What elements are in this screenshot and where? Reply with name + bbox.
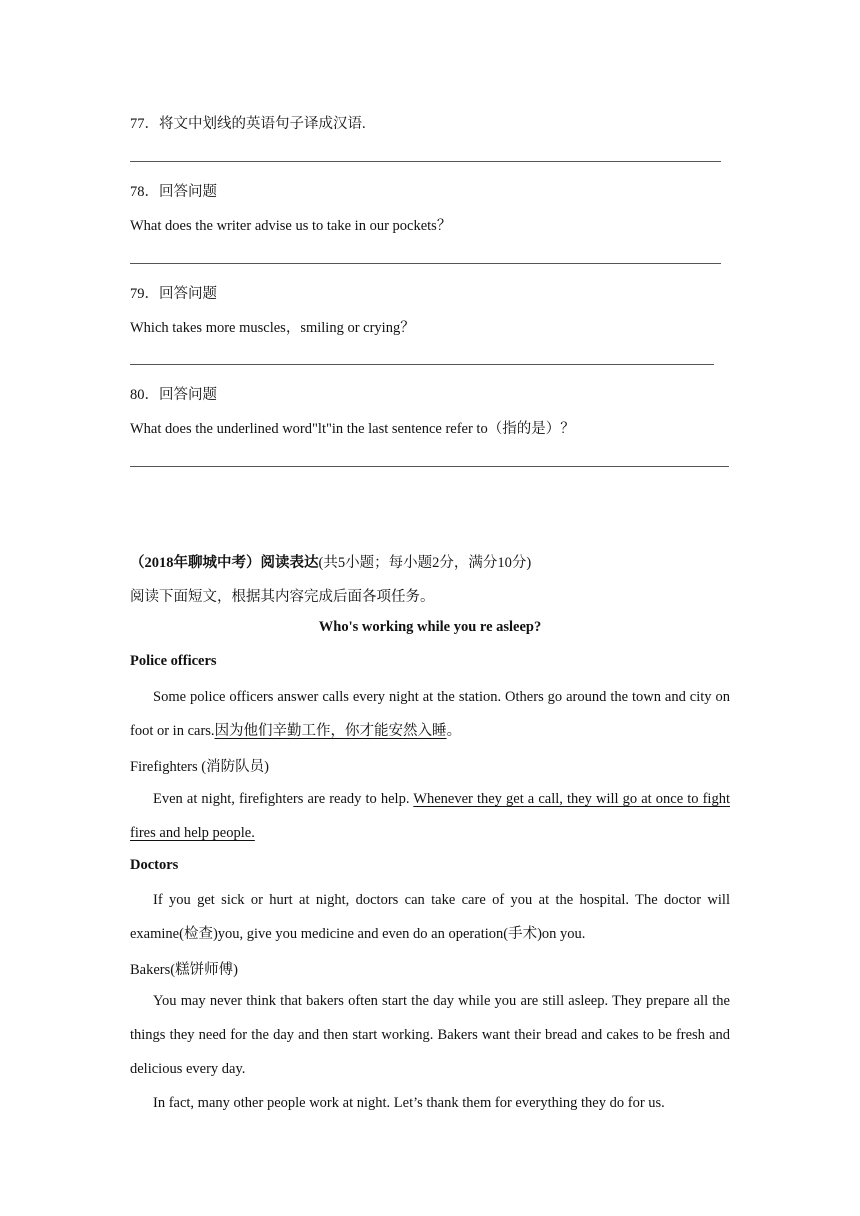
answer-line-80 bbox=[130, 466, 729, 467]
paragraph-firefighters bbox=[130, 782, 730, 850]
question-80-text: What does the underlined word"lt"in the last sentence refer to（指的是）？ bbox=[130, 421, 575, 437]
passage-title: Who's working while you re asleep? bbox=[318, 619, 542, 635]
question-79-label: 79．回答问题 bbox=[130, 286, 217, 302]
answer-line-78 bbox=[130, 263, 721, 264]
section-header-scoring: (共5小题；每小题2分，满分10分) bbox=[318, 555, 532, 571]
underlined-english-sentence: Whenever they get a call, they will go at once to fight fires and help people. bbox=[130, 791, 730, 841]
question-77: 77．将文中划线的英语句子译成汉语. bbox=[130, 116, 366, 132]
paragraph-firefighters-text: Even at night, firefighters are ready to help. bbox=[153, 791, 414, 807]
paragraph-police-text: Some police officers answer calls every night at the station. Others go around the town and city on foot or in cars. bbox=[130, 689, 730, 739]
heading-doctors: Doctors bbox=[130, 857, 179, 873]
question-79-text: Which takes more muscles，smiling or crying？ bbox=[130, 320, 415, 336]
paragraph-police-end: 。 bbox=[446, 723, 462, 739]
heading-police: Police officers bbox=[130, 653, 217, 669]
paragraph-final: In fact, many other people work at night. Let’s thank them for everything they do for us. bbox=[153, 1095, 665, 1111]
paragraph-bakers: You may never think that bakers often start the day while you are still asleep. They prepare all the things they need for the day and then start working. Bakers want their bread and cakes to be fresh and delicious every day. bbox=[130, 993, 730, 1077]
question-80-label: 80．回答问题 bbox=[130, 387, 217, 403]
underlined-chinese-sentence: 因为他们辛勤工作，你才能安然入睡 bbox=[214, 723, 447, 739]
paragraph-police bbox=[130, 680, 730, 748]
answer-line-79 bbox=[130, 364, 714, 365]
paragraph-doctors: If you get sick or hurt at night, doctors can take care of you at the hospital. The doctor will examine(检查)you, give you medicine and even do an operation(手术)on you. bbox=[130, 892, 730, 942]
section-instruction: 阅读下面短文，根据其内容完成后面各项任务。 bbox=[130, 589, 435, 605]
heading-bakers: Bakers(糕饼师傅) bbox=[130, 962, 238, 978]
heading-firefighters: Firefighters (消防队员) bbox=[130, 759, 269, 775]
answer-line-77 bbox=[130, 161, 721, 162]
question-78-text: What does the writer advise us to take in our pockets？ bbox=[130, 218, 452, 234]
section-header-title: （2018年聊城中考）阅读表达 bbox=[130, 555, 319, 571]
section-header bbox=[130, 551, 531, 572]
question-78-label: 78．回答问题 bbox=[130, 184, 217, 200]
